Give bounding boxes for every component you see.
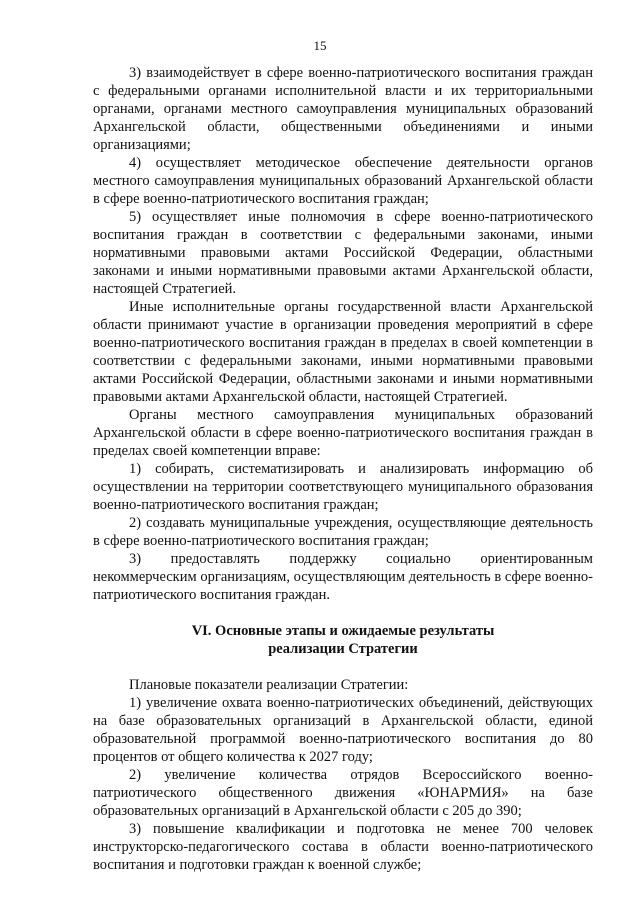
section-heading-line: VI. Основные этапы и ожидаемые результаты [191, 623, 495, 639]
spacer [93, 658, 593, 676]
section-heading [93, 622, 593, 658]
document-body [93, 64, 593, 874]
paragraph: 2) увеличение количества отрядов Всероссийского военно-патриотического общественного движения «ЮНАРМИЯ» на базе образовательных организаций в Архангельской области с 205 до 390; [93, 767, 593, 819]
paragraph: 4) осуществляет методическое обеспечение деятельности органов местного самоуправления муниципальных образований Архангельской области в сфере военно-патриотического воспитания граждан; [93, 155, 593, 207]
page-number: 15 [313, 38, 327, 53]
paragraph: 3) повышение квалификации и подготовка не менее 700 человек инструкторско-педагогического состава в области военно-патриотического воспитания и подготовки граждан к военной службе; [93, 821, 593, 873]
paragraph: 2) создавать муниципальные учреждения, осуществляющие деятельность в сфере военно-патриотического воспитания граждан; [93, 515, 593, 549]
paragraph: 3) предоставлять поддержку социально ориентированным некоммерческим организациям, осуществляющим деятельность в сфере военно-патриотического воспитания граждан. [93, 551, 593, 603]
paragraph: Иные исполнительные органы государственной власти Архангельской области принимают участие в организации проведения мероприятий в сфере военно-патриотического воспитания граждан в пределах в своей компетенции в соответствии с федеральными законами, иными нормативными правовыми актами Российской Федерации, областными законами и иными нормативными правовыми актами Архангельской области, настоящей Стратегией. [93, 299, 593, 405]
section-heading-line: реализации Стратегии [268, 641, 418, 657]
spacer [93, 604, 593, 622]
paragraph: 3) взаимодействует в сфере военно-патриотического воспитания граждан с федеральными органами исполнительной власти и их территориальными органами, органами местного самоуправления муниципальных образований Архангельской области, общественными объединениями и иными организациями; [93, 65, 593, 153]
paragraph: Плановые показатели реализации Стратегии: [129, 677, 409, 693]
paragraph: 1) увеличение охвата военно-патриотических объединений, действующих на базе образовательных организаций в Архангельской области, единой образовательной программой военно-патриотического воспитания до 80 процентов от общего количества к 2027 году; [93, 695, 593, 765]
paragraph: Органы местного самоуправления муниципальных образований Архангельской области в сфере военно-патриотического воспитания граждан в пределах своей компетенции вправе: [93, 407, 593, 459]
paragraph: 1) собирать, систематизировать и анализировать информацию об осуществлении на территории соответствующего муниципального образования военно-патриотического воспитания граждан; [93, 461, 593, 513]
paragraph: 5) осуществляет иные полномочия в сфере военно-патриотического воспитания граждан в соответствии с федеральными законами, иными нормативными правовыми актами Российской Федерации, областными законами и иными нормативными правовыми актами Архангельской области, настоящей Стратегией. [93, 209, 593, 297]
